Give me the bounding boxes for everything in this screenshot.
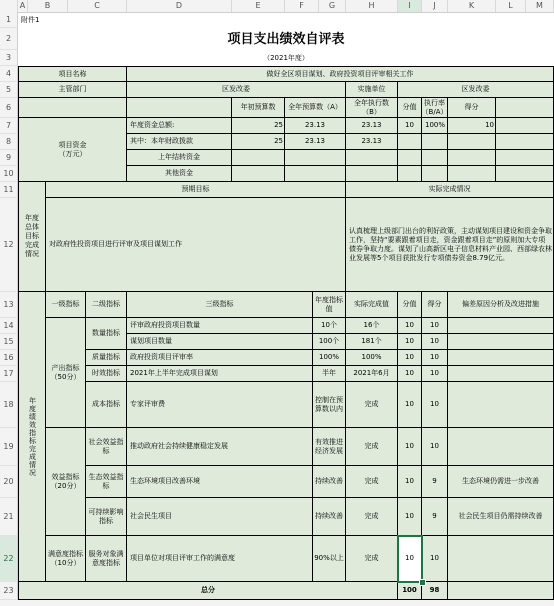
row-header-5[interactable]: 5 — [0, 82, 18, 98]
fund-row-rate[interactable]: 100% — [422, 118, 448, 134]
indicator-lvl3[interactable]: 社会民生项目 — [127, 498, 313, 536]
indicator-actual[interactable]: 完成 — [346, 428, 398, 466]
row-header-7[interactable]: 7 — [0, 118, 18, 134]
row-header-17[interactable]: 17 — [0, 366, 18, 382]
indicator-lvl2[interactable]: 时效指标 — [86, 366, 127, 382]
total-score[interactable]: 98 — [422, 582, 448, 600]
row-header-8[interactable]: 8 — [0, 134, 18, 150]
actual-text[interactable]: 认真梳理上级部门出台的利好政策，主动谋划项目建设和资金争取工作，坚持“要素跟着项目走，资金跟着项目走”的原则加大专项债券争取力度。谋划了山高新区电子信息材料产业园、西部绿农林业发展等5个项目获批发行专项债券资金8.79亿元。 — [346, 198, 554, 292]
column-header-e[interactable]: E — [232, 0, 285, 12]
fund-row-initial[interactable] — [232, 150, 285, 166]
row-header-10[interactable]: 10 — [0, 166, 18, 182]
indicator-target[interactable]: 100% — [313, 350, 346, 366]
hdr-score-weight[interactable]: 分值 — [398, 98, 422, 118]
fund-row-exec[interactable] — [346, 166, 398, 182]
fund-row-score[interactable]: 10 — [448, 118, 496, 134]
indicator-weight[interactable]: 10 — [398, 366, 422, 382]
column-header-h[interactable]: H — [346, 0, 398, 12]
funds-header-blank-d[interactable] — [127, 98, 232, 118]
project-name-label[interactable]: 项目名称 — [18, 66, 127, 82]
fund-row-exec[interactable]: 23.13 — [346, 118, 398, 134]
indicator-lvl3[interactable]: 政府投资项目评审率 — [127, 350, 313, 366]
indicator-lvl3[interactable]: 专家评审费 — [127, 382, 313, 428]
fund-row-weight[interactable] — [398, 150, 422, 166]
column-header-c[interactable]: C — [68, 0, 127, 12]
indicator-reason[interactable] — [448, 428, 554, 466]
fund-row-score[interactable] — [448, 150, 496, 166]
indicator-lvl2[interactable]: 社会效益指标 — [86, 428, 127, 466]
hdr-initial-budget[interactable]: 年初预算数 — [232, 98, 285, 118]
project-name-value[interactable]: 做好全区项目谋划、政府投资项目评审相关工作 — [127, 66, 554, 82]
indicator-score[interactable]: 10 — [422, 382, 448, 428]
hdr-score[interactable]: 得分 — [448, 98, 496, 118]
indicator-lvl2[interactable]: 服务对象满意度指标 — [86, 536, 127, 582]
indicator-weight-selected-cell[interactable]: 10 — [398, 536, 422, 582]
fund-row-blank[interactable] — [496, 166, 554, 182]
indicator-actual[interactable]: 100% — [346, 350, 398, 366]
indicator-lvl3[interactable]: 推动政府社会持续健康稳定发展 — [127, 428, 313, 466]
column-header-b[interactable]: B — [28, 0, 68, 12]
indicator-reason[interactable]: 社会民生项目仍需持续改善 — [448, 498, 554, 536]
indicator-lvl2[interactable]: 成本指标 — [86, 382, 127, 428]
hdr-lvl1[interactable]: 一级指标 — [46, 292, 86, 318]
satisfaction-label[interactable]: 满意度指标 （10分） — [46, 536, 86, 582]
indicator-actual[interactable]: 完成 — [346, 498, 398, 536]
fund-row-budget[interactable]: 23.13 — [285, 134, 346, 150]
row-header-4[interactable]: 4 — [0, 66, 18, 82]
hdr-full-exec[interactable]: 全年执行数（B） — [346, 98, 398, 118]
indicator-score[interactable]: 10 — [422, 366, 448, 382]
fund-row-label[interactable]: 年度资金总额: — [127, 118, 232, 134]
hdr-reason[interactable]: 偏差原因分析及改进措施 — [448, 292, 554, 318]
row-header-1[interactable]: 1 — [0, 12, 18, 28]
fund-row-exec[interactable]: 23.13 — [346, 134, 398, 150]
column-header-j[interactable]: J — [422, 0, 448, 12]
indicator-reason[interactable] — [448, 382, 554, 428]
indicator-reason[interactable]: 生态环境仍需进一步改善 — [448, 466, 554, 498]
fund-row-blank[interactable] — [496, 150, 554, 166]
hdr-got[interactable]: 得分 — [422, 292, 448, 318]
expected-text[interactable]: 对政府性投资项目进行评审及项目谋划工作 — [46, 198, 346, 292]
indicator-score[interactable]: 10 — [422, 350, 448, 366]
expected-label[interactable]: 预期目标 — [46, 182, 346, 198]
hdr-full-budget[interactable]: 全年预算数（A） — [285, 98, 346, 118]
row-header-6[interactable]: 6 — [0, 98, 18, 118]
overall-label[interactable]: 年度总体目标完成情况 — [18, 182, 46, 292]
indicator-lvl2[interactable]: 质量指标 — [86, 350, 127, 366]
column-header-i[interactable]: I — [398, 0, 422, 12]
indicator-target[interactable]: 有效推进经济发展 — [313, 428, 346, 466]
indicator-score[interactable]: 10 — [422, 428, 448, 466]
row-header-12[interactable]: 12 — [0, 198, 18, 292]
row-header-14[interactable]: 14 — [0, 318, 18, 334]
attachment-label[interactable]: 附件1 — [21, 15, 40, 24]
fund-row-score[interactable] — [448, 166, 496, 182]
hdr-blank-lm[interactable] — [496, 98, 554, 118]
hdr-weight[interactable]: 分值 — [398, 292, 422, 318]
cell-selection-outline — [397, 535, 423, 583]
indicator-weight[interactable]: 10 — [398, 498, 422, 536]
year-label[interactable]: （2021年度） — [263, 53, 309, 62]
total-weight[interactable]: 100 — [398, 582, 422, 600]
column-header-m[interactable]: M — [526, 0, 554, 12]
hdr-lvl3[interactable]: 三级指标 — [127, 292, 313, 318]
indicator-actual[interactable]: 16个 — [346, 318, 398, 334]
row-header-16[interactable]: 16 — [0, 350, 18, 366]
sheet-bottom-strip — [0, 600, 554, 606]
dept-label[interactable]: 主管部门 — [18, 82, 127, 98]
hdr-target[interactable]: 年度指标值 — [313, 292, 346, 318]
fund-row-label[interactable]: 其他资金 — [127, 166, 232, 182]
fund-row-score[interactable] — [448, 134, 496, 150]
indicator-weight[interactable]: 10 — [398, 466, 422, 498]
indicator-lvl3[interactable]: 项目单位对项目评审工作的满意度 — [127, 536, 313, 582]
indicator-score[interactable]: 10 — [422, 334, 448, 350]
column-header-l[interactable]: L — [496, 0, 526, 12]
row-header-21[interactable]: 21 — [0, 498, 18, 536]
indicator-target[interactable]: 持续改善 — [313, 498, 346, 536]
column-header-k[interactable]: K — [448, 0, 496, 12]
indicator-actual[interactable]: 完成 — [346, 466, 398, 498]
funds-label[interactable]: 项目资金 （万元） — [18, 118, 127, 182]
indicator-target[interactable]: 10个 — [313, 318, 346, 334]
indicator-weight[interactable]: 10 — [398, 334, 422, 350]
indicator-reason[interactable] — [448, 536, 554, 582]
fund-row-initial[interactable]: 25 — [232, 118, 285, 134]
fund-row-label[interactable]: 上年结转资金 — [127, 150, 232, 166]
dept-value[interactable]: 区发改委 — [127, 82, 346, 98]
indicator-weight[interactable]: 10 — [398, 428, 422, 466]
column-header-a[interactable]: A — [18, 0, 28, 12]
row-header-11[interactable]: 11 — [0, 182, 18, 198]
perf-label[interactable]: 年度绩效指标完成情况 — [18, 292, 46, 582]
impl-value[interactable]: 区发改委 — [398, 82, 554, 98]
indicator-target[interactable]: 90%以上 — [313, 536, 346, 582]
indicator-lvl3[interactable]: 2021年上半年完成项目谋划 — [127, 366, 313, 382]
indicator-reason[interactable] — [448, 350, 554, 366]
fund-row-budget[interactable] — [285, 166, 346, 182]
column-header-d[interactable]: D — [127, 0, 232, 12]
fund-row-weight[interactable] — [398, 166, 422, 182]
indicator-weight[interactable]: 10 — [398, 318, 422, 334]
indicator-score[interactable]: 10 — [422, 536, 448, 582]
indicator-target[interactable]: 控制在预算数以内 — [313, 382, 346, 428]
row-header-22[interactable]: 22 — [0, 536, 18, 582]
indicator-lvl2[interactable]: 可持续影响指标 — [86, 498, 127, 536]
indicator-score[interactable]: 9 — [422, 466, 448, 498]
actual-label[interactable]: 实际完成情况 — [346, 182, 554, 198]
impl-label[interactable]: 实施单位 — [346, 82, 398, 98]
indicator-score[interactable]: 10 — [422, 318, 448, 334]
fund-row-blank[interactable] — [496, 118, 554, 134]
funds-header-blank[interactable] — [18, 98, 127, 118]
indicator-actual[interactable]: 完成 — [346, 382, 398, 428]
indicator-reason[interactable] — [448, 334, 554, 350]
indicator-weight[interactable]: 10 — [398, 350, 422, 366]
fund-row-exec[interactable] — [346, 150, 398, 166]
fund-row-weight[interactable]: 10 — [398, 118, 422, 134]
column-header-f[interactable]: F — [285, 0, 319, 12]
row-header-20[interactable]: 20 — [0, 466, 18, 498]
indicator-reason[interactable] — [448, 318, 554, 334]
indicator-actual[interactable]: 2021年6月 — [346, 366, 398, 382]
indicator-lvl2[interactable]: 数量指标 — [86, 318, 127, 350]
fund-row-blank[interactable] — [496, 134, 554, 150]
fund-row-rate[interactable] — [422, 150, 448, 166]
row-header-18[interactable]: 18 — [0, 382, 18, 428]
indicator-actual[interactable]: 完成 — [346, 536, 398, 582]
row-header-2[interactable]: 2 — [0, 28, 18, 50]
hdr-actual[interactable]: 实际完成值 — [346, 292, 398, 318]
column-header-g[interactable]: G — [319, 0, 346, 12]
row-header-3[interactable]: 3 — [0, 50, 18, 66]
indicator-target[interactable]: 100个 — [313, 334, 346, 350]
indicator-target[interactable]: 持续改善 — [313, 466, 346, 498]
indicator-actual[interactable]: 181个 — [346, 334, 398, 350]
fund-row-initial[interactable] — [232, 166, 285, 182]
indicator-reason[interactable] — [448, 366, 554, 382]
indicator-weight[interactable]: 10 — [398, 382, 422, 428]
fund-row-rate[interactable] — [422, 134, 448, 150]
hdr-exec-rate[interactable]: 执行率（B/A） — [422, 98, 448, 118]
indicator-lvl3[interactable]: 评审政府投资项目数量 — [127, 318, 313, 334]
indicator-target[interactable]: 半年 — [313, 366, 346, 382]
page-title[interactable]: 项目支出绩效自评表 — [227, 31, 345, 47]
fund-row-weight[interactable] — [398, 134, 422, 150]
fund-row-rate[interactable] — [422, 166, 448, 182]
indicator-lvl3[interactable]: 生态环境项目改善环境 — [127, 466, 313, 498]
total-blank[interactable] — [448, 582, 554, 600]
benefit-label[interactable]: 效益指标 （20分） — [46, 428, 86, 536]
hdr-lvl2[interactable]: 二级指标 — [86, 292, 127, 318]
indicator-lvl3[interactable]: 谋划项目数量 — [127, 334, 313, 350]
row-header-13[interactable]: 13 — [0, 292, 18, 318]
fund-row-budget[interactable]: 23.13 — [285, 118, 346, 134]
fund-row-initial[interactable]: 25 — [232, 134, 285, 150]
indicator-lvl2[interactable]: 生态效益指标 — [86, 466, 127, 498]
total-label[interactable]: 总分 — [18, 582, 398, 600]
fill-handle[interactable] — [419, 579, 426, 586]
indicator-score[interactable]: 9 — [422, 498, 448, 536]
row-header-19[interactable]: 19 — [0, 428, 18, 466]
row-header-15[interactable]: 15 — [0, 334, 18, 350]
output-label[interactable]: 产出指标 （50分） — [46, 318, 86, 428]
fund-row-budget[interactable] — [285, 150, 346, 166]
row-header-9[interactable]: 9 — [0, 150, 18, 166]
fund-row-label[interactable]: 其中：本年财政拨款 — [127, 134, 232, 150]
row-header-23[interactable]: 23 — [0, 582, 18, 600]
select-all-corner[interactable] — [0, 0, 18, 12]
